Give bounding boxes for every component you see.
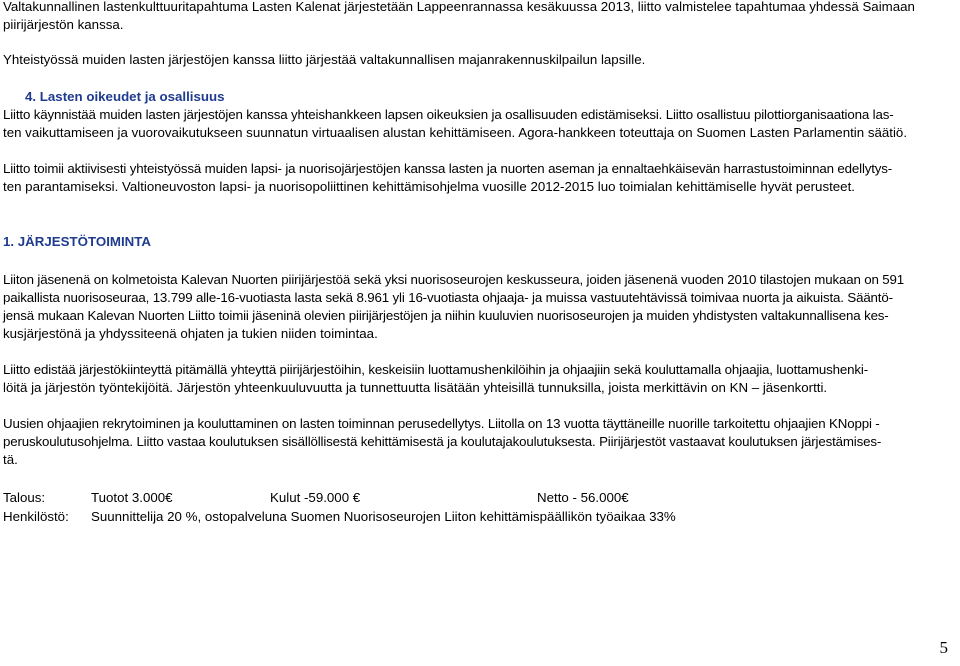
section-1-para1-line-3: jensä mukaan Kalevan Nuorten Liitto toimii jäseninä olevien piirijärjestöjen ja niihin kuuluvien nuorisoseurojen ja muiden yhdistysten valtakunnallisena kes-	[3, 308, 889, 323]
section-1-para2-line-1: Liitto edistää järjestökiinteyttä pitämällä yhteyttä piirijärjestöihin, keskeisiin luottamushenkilöihin ja ohjaajiin sekä kouluttamalla ohjaajia, luottamushenki-	[3, 362, 868, 377]
talous-kulut: Kulut -59.000 €	[270, 490, 361, 505]
section-1-para3-line-2: peruskoulutusohjelma. Liitto vastaa koulutuksen sisällöllisestä kehittämisestä ja koulutajakoulutuksesta. Piirijärjestöt vastaavat koulutuksen järjestämises-	[3, 434, 882, 449]
intro-line-2: piirijärjestön kanssa.	[3, 17, 124, 32]
section-1-heading: 1. JÄRJESTÖTOIMINTA	[3, 234, 152, 249]
section-4-line-2: ten vaikuttamiseen ja vuorovaikutukseen suunnatun virtuaalisen alustan kehittämiseen. Agora-hankkeen toteuttaja on Suomen Lasten Parlamentin säätiö.	[3, 125, 908, 140]
section-4-para2-line-2: ten parantamiseksi. Valtioneuvoston lapsi- ja nuorisopoliittinen kehittämisohjelma vuosille 2012-2015 luo toimialan kehittämiselle hyvät perusteet.	[3, 179, 855, 194]
intro-line-3: Yhteistyössä muiden lasten järjestöjen kanssa liitto järjestää valtakunnallisen majanrakennuskilpailun lapsille.	[3, 52, 646, 67]
section-1-para1-line-4: kusjärjestönä ja yhdyssiteenä ohjaten ja tukien niiden toimintaa.	[3, 326, 378, 341]
henkilosto-value: Suunnittelija 20 %, ostopalveluna Suomen Nuorisoseurojen Liiton kehittämispäällikön työaikaa 33%	[91, 509, 676, 524]
talous-label: Talous:	[3, 490, 46, 505]
section-1-para1-line-2: paikallista nuorisoseuraa, 13.799 alle-16-vuotiasta lasta sekä 8.961 yli 16-vuotiasta ohjaaja- ja muissa vastuutehtävissä toimivaa nuorta ja aikuista. Sääntö-	[3, 290, 893, 305]
talous-netto: Netto - 56.000€	[537, 490, 629, 505]
section-1-para2-line-2: löitä ja järjestön työntekijöitä. Järjestön yhteenkuuluvuutta ja tunnettuutta lisätään yhteisillä tunnuksilla, joista merkittävin on KN – jäsenkortti.	[3, 380, 828, 395]
section-1-para1-line-1: Liiton jäsenenä on kolmetoista Kalevan Nuorten piirijärjestöä sekä yksi nuorisoseurojen keskusseura, joiden jäsenenä vuoden 2010 tilastojen mukaan on 591	[3, 272, 905, 287]
henkilosto-label: Henkilöstö:	[3, 509, 69, 524]
section-4-para2-line-1: Liitto toimii aktiivisesti yhteistyössä muiden lapsi- ja nuorisojärjestöjen kanssa lasten ja nuorten aseman ja ennaltaehkäisevän harrastustoiminnan edellytys-	[3, 161, 893, 176]
section-1-para3-line-1: Uusien ohjaajien rekrytoiminen ja kouluttaminen on lasten toiminnan perusedellytys. Liitolla on 13 vuotta täyttäneille nuorille tarkoitettu ohjaajien KNoppi -	[3, 416, 880, 431]
section-1-para3-line-3: tä.	[3, 452, 18, 467]
page-number: 5	[939, 638, 948, 657]
section-4-heading: 4. Lasten oikeudet ja osallisuus	[25, 89, 225, 104]
section-4-line-1: Liitto käynnistää muiden lasten järjestöjen kanssa yhteishankkeen lapsen oikeuksien ja osallisuuden edistämiseksi. Liitto osallistuu pilottiorganisaationa las-	[3, 107, 894, 122]
intro-line-1: Valtakunnallinen lastenkulttuuritapahtuma Lasten Kalenat järjestetään Lappeenrannassa kesäkuussa 2013, liitto valmistelee tapahtumaa yhdessä Saimaan	[3, 0, 915, 14]
talous-tuotot: Tuotot 3.000€	[91, 490, 173, 505]
